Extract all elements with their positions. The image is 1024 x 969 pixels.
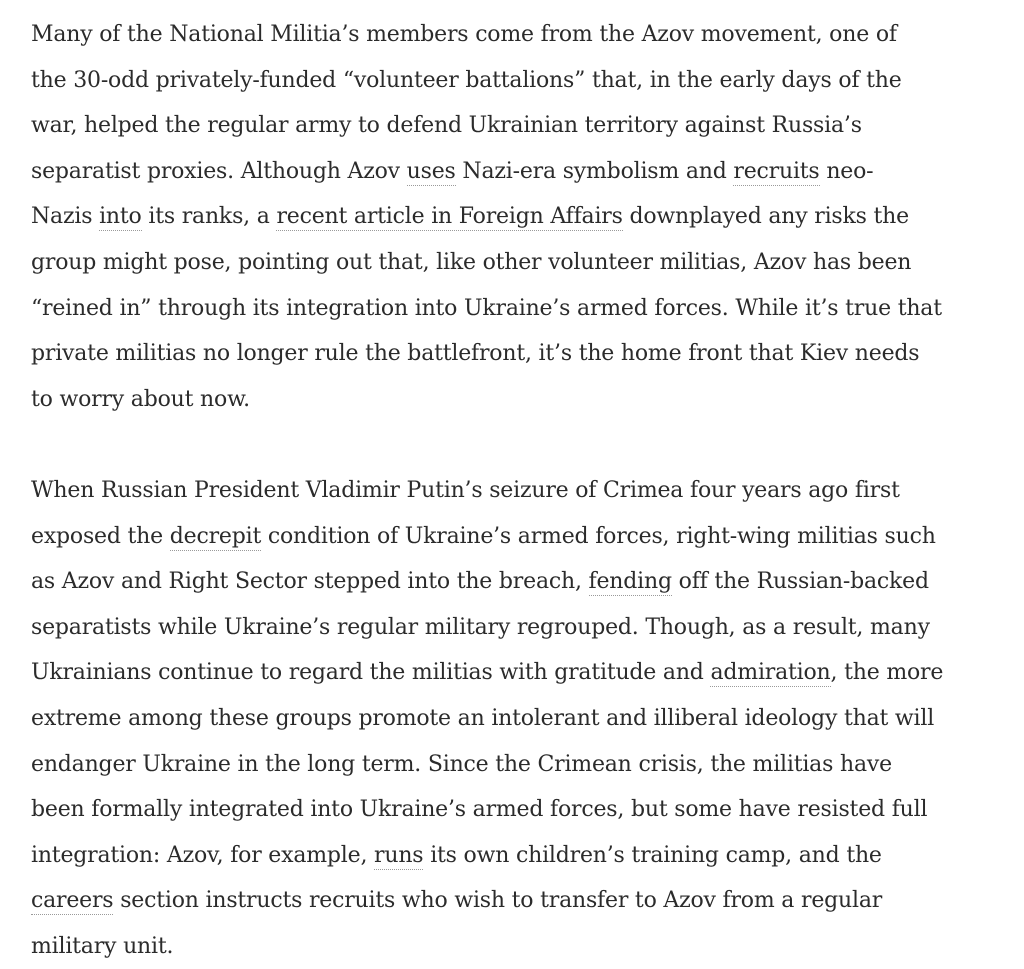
text-line: separatists while Ukraine’s regular military regrouped. Though, as a result, many	[31, 614, 930, 640]
link-foreign-affairs-article[interactable]: recent article in Foreign Affairs	[276, 204, 623, 230]
text-line: Many of the National Militia’s members come from the Azov movement, one of	[31, 22, 897, 47]
article-body	[31, 12, 1011, 969]
text-line	[31, 559, 1011, 605]
paragraph-1	[31, 12, 1011, 422]
link-into[interactable]: into	[99, 204, 142, 230]
link-uses[interactable]: uses	[406, 158, 456, 184]
text-line: war, helped the regular army to defend Ukrainian territory against Russia’s	[31, 113, 862, 139]
text-segment: section instructs recruits who wish to transfer to Azov from a regular	[113, 888, 883, 914]
link-runs[interactable]: runs	[374, 842, 424, 868]
link-admiration[interactable]: admiration	[710, 660, 831, 686]
link-recruits[interactable]: recruits	[733, 158, 820, 184]
text-line	[31, 878, 1011, 924]
text-line	[31, 149, 1011, 195]
paragraph-gap	[31, 422, 1011, 468]
text-segment: Nazis	[31, 204, 100, 230]
text-segment: Ukrainians continue to regard the militias with gratitude and	[31, 660, 711, 686]
text-line: to worry about now.	[31, 386, 250, 412]
text-segment: Nazi-era symbolism and	[455, 158, 734, 184]
text-line: “reined in” through its integration into Ukraine’s armed forces. While it’s true that	[31, 295, 942, 321]
text-line	[31, 194, 1011, 240]
text-segment: its own children’s training camp, and the	[423, 842, 882, 868]
text-line: military unit.	[31, 933, 174, 959]
text-line: the 30-odd privately-funded “volunteer battalions” that, in the early days of the	[31, 67, 902, 93]
text-line: private militias no longer rule the battlefront, it’s the home front that Kiev needs	[31, 341, 920, 367]
text-line: When Russian President Vladimir Putin’s seizure of Crimea four years ago first	[31, 477, 900, 503]
text-segment: exposed the	[31, 523, 170, 549]
text-segment: condition of Ukraine’s armed forces, right-wing militias such	[261, 523, 936, 549]
text-line: endanger Ukraine in the long term. Since the Crimean crisis, the militias have	[31, 751, 892, 777]
text-segment: integration: Azov, for example,	[31, 842, 375, 868]
text-segment: separatist proxies. Although Azov	[31, 158, 407, 184]
text-line	[31, 514, 1011, 560]
link-decrepit[interactable]: decrepit	[169, 523, 262, 549]
text-line	[31, 650, 1011, 696]
text-segment: off the Russian-backed	[671, 569, 929, 595]
link-careers[interactable]: careers	[31, 888, 114, 914]
text-segment: downplayed any risks the	[622, 204, 909, 230]
text-line: extreme among these groups promote an intolerant and illiberal ideology that will	[31, 705, 935, 731]
text-line: group might pose, pointing out that, like other volunteer militias, Azov has been	[31, 249, 912, 275]
text-segment: its ranks, a	[141, 204, 277, 230]
link-fending[interactable]: fending	[588, 569, 672, 595]
text-segment: neo-	[819, 158, 874, 184]
text-segment: as Azov and Right Sector stepped into the breach,	[31, 569, 589, 595]
paragraph-2	[31, 468, 1011, 969]
text-line	[31, 833, 1011, 879]
text-line: been formally integrated into Ukraine’s armed forces, but some have resisted full	[31, 797, 928, 823]
text-segment: , the more	[830, 660, 944, 686]
